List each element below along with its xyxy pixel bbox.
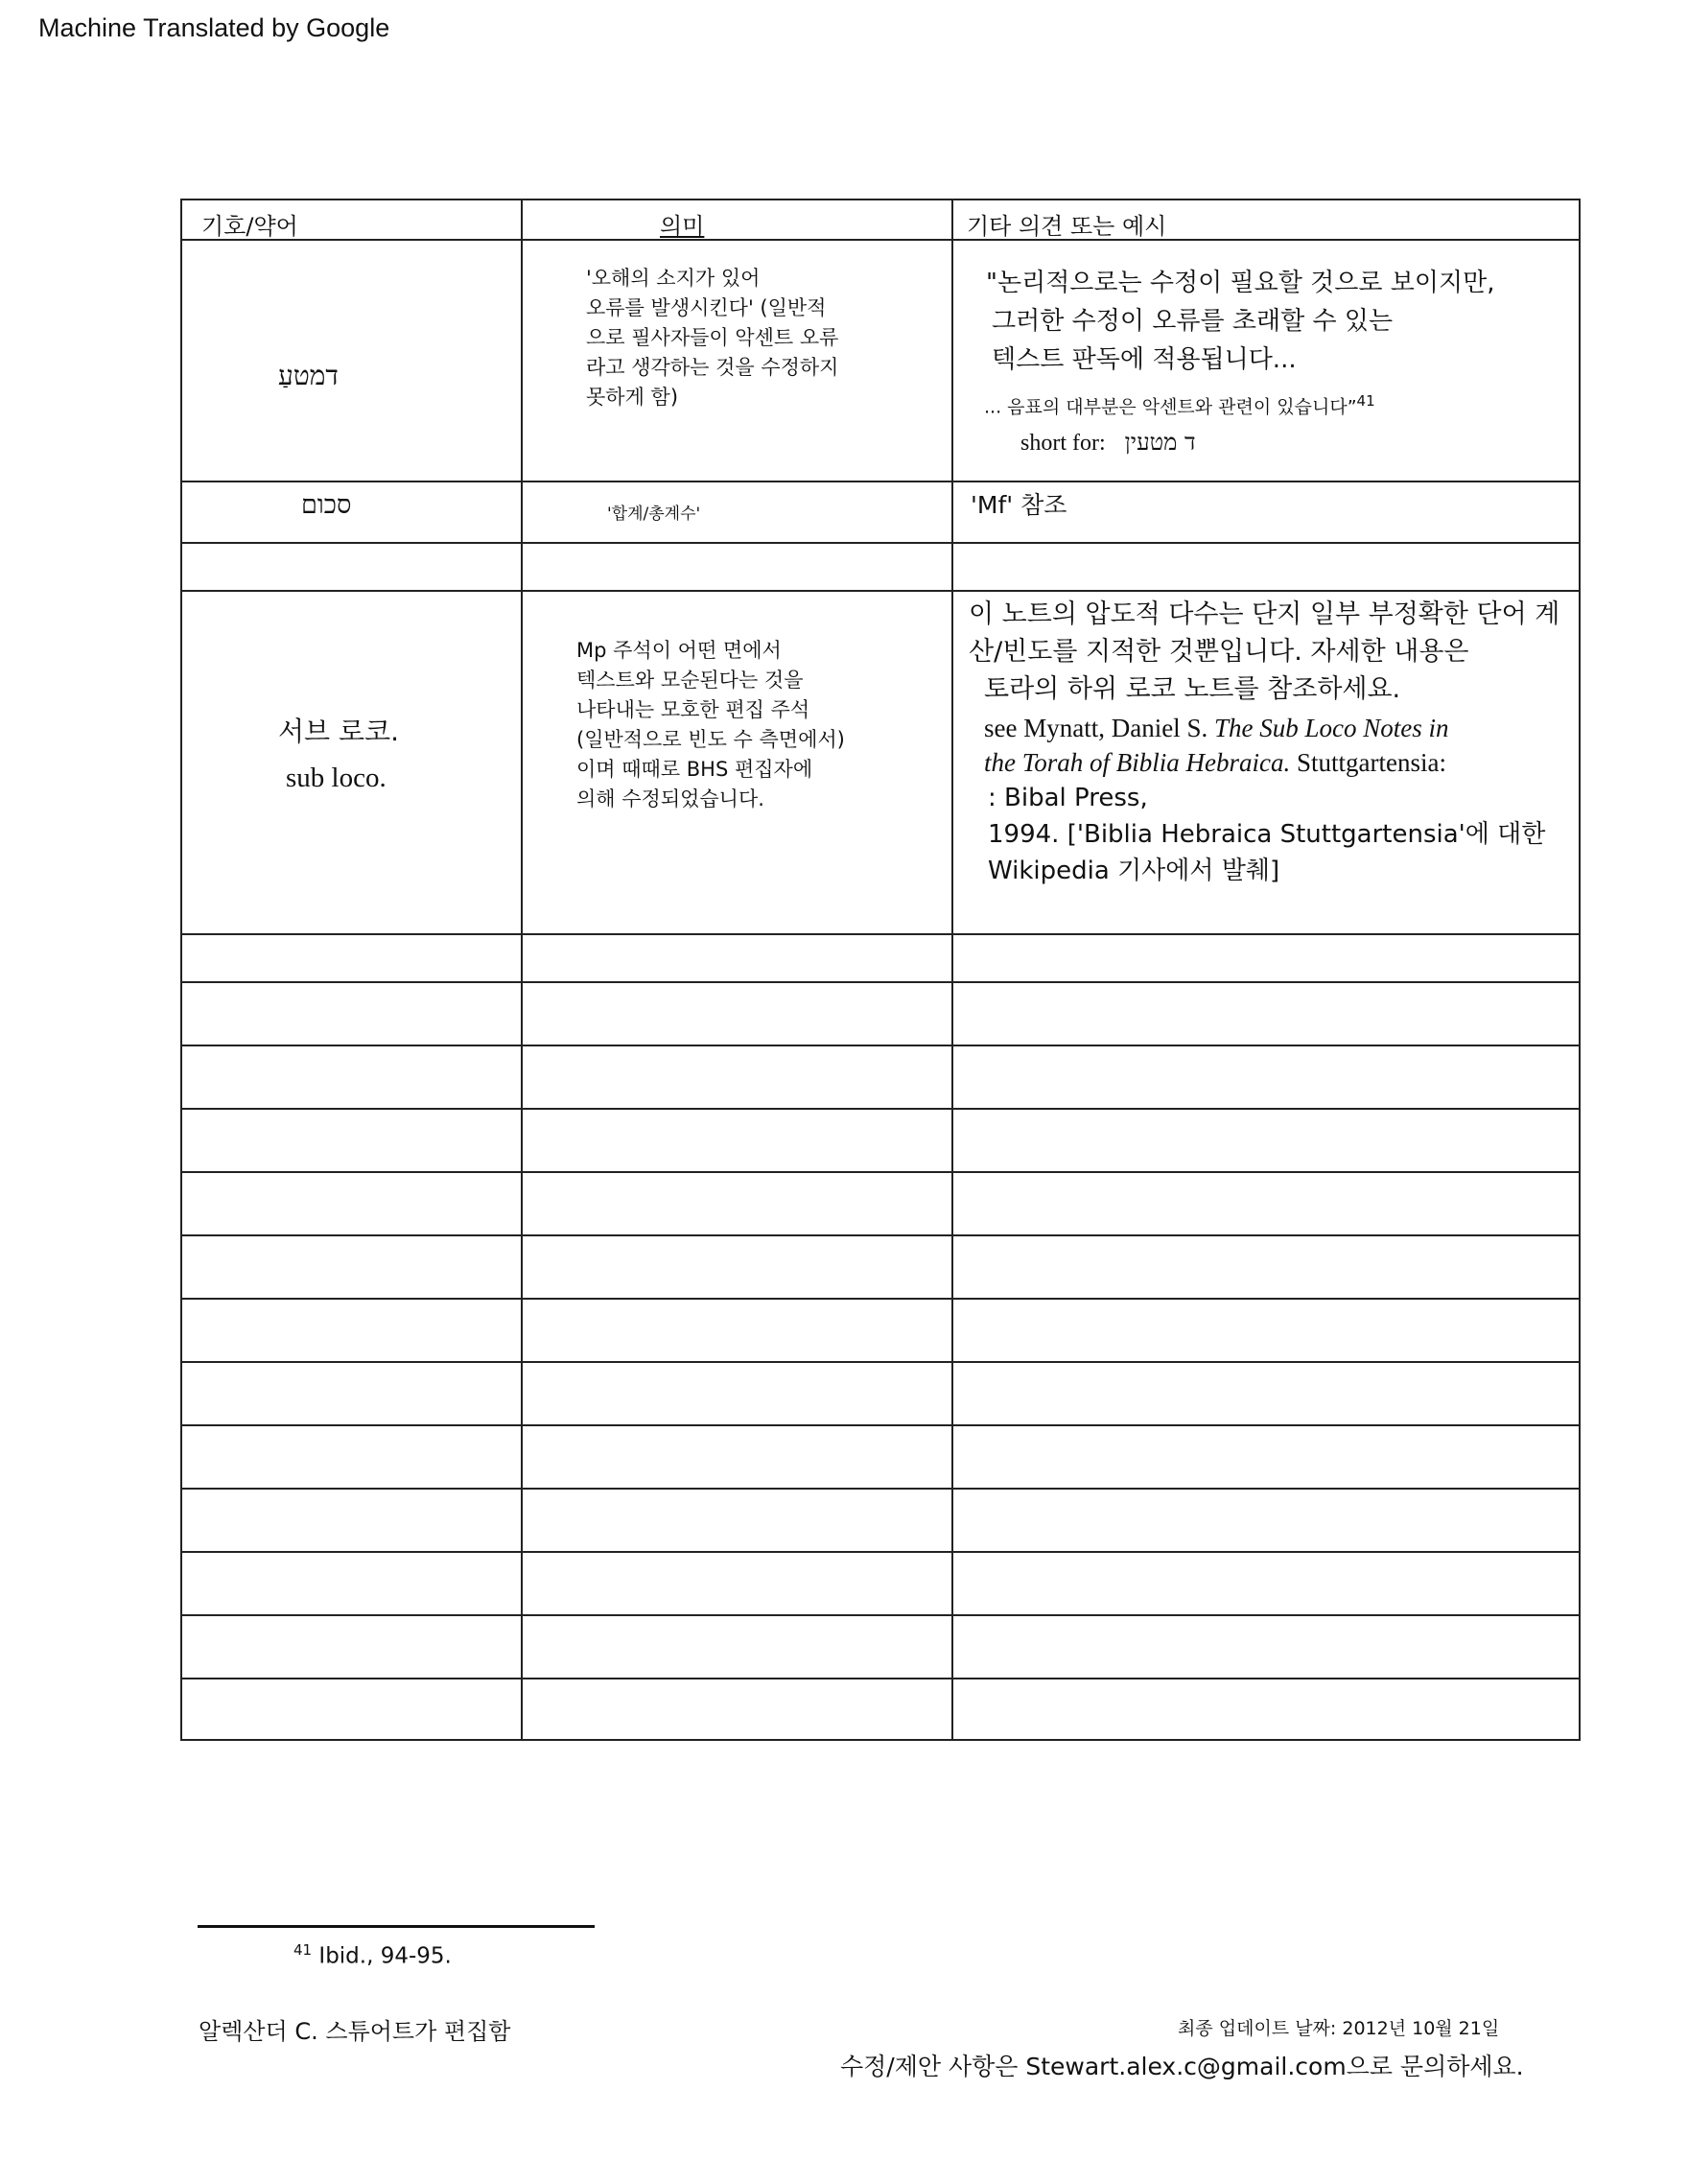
table-row (180, 1614, 1581, 1678)
table-row (180, 1551, 1581, 1614)
reference-citation: see Mynatt, Daniel S. The Sub Loco Notes in the Torah of Biblia Hebraica. Stuttgartensia: (984, 714, 1449, 777)
machine-translation-banner: Machine Translated by Google (38, 13, 390, 42)
last-updated: 최종 업데이트 날짜: 2012년 10월 21일 (1178, 2018, 1500, 2039)
meaning-text: '합계/총계수' (607, 505, 701, 524)
symbol-dmta: דמטעַ (278, 360, 339, 391)
table-row (180, 1108, 1581, 1171)
contact-info: 수정/제안 사항은 Stewart.alex.c@gmail.com으로 문의하세요. (840, 2053, 1524, 2080)
footnote-ref: 41 (1356, 392, 1375, 410)
table-row (180, 1234, 1581, 1298)
comment-text: 이 노트의 압도적 다수는 단지 일부 부정확한 단어 계 산/빈도를 지적한 것뿐입니다. 자세한 내용은 토라의 하위 로코 노트를 참조하세요. (969, 599, 1560, 704)
table-row (180, 239, 1581, 481)
table-row (180, 1298, 1581, 1361)
comment-text: 'Mf' 참조 (971, 491, 1067, 519)
footnote-divider (198, 1925, 595, 1928)
symbol-sub-loco-en: sub loco. (286, 763, 387, 793)
table-row (180, 1361, 1581, 1424)
table-row (180, 590, 1581, 933)
short-for: short for: ד מטעין (1020, 429, 1196, 456)
meaning-text: '오해의 소지가 있어 오류를 발생시킨다' (일반적 으로 필사자들이 악센트 오류 라고 생각하는 것을 수정하지 못하게 함) (586, 267, 839, 409)
comment-note: ... 음표의 대부분은 악센트와 관련이 있습니다”$^{41}$ (984, 392, 1375, 418)
table-row (180, 981, 1581, 1045)
abbreviation-table (180, 199, 1581, 1741)
editor-credit: 알렉산더 C. 스튜어트가 편집함 (199, 2018, 511, 2045)
table-row (180, 481, 1581, 542)
table-row (180, 1045, 1581, 1108)
symbol-sub-loco-ko: 서브 로코. (278, 716, 399, 747)
comment-quote: "논리적으로는 수정이 필요할 것으로 보이지만, 그러한 수정이 오류를 초래할 수 있는 텍스트 판독에 적용됩니다... (986, 269, 1495, 374)
footnote-number: 41 (293, 1941, 313, 1959)
header-comments: 기타 의견 또는 예시 (967, 213, 1167, 239)
table-row (180, 1488, 1581, 1551)
table-header-row (180, 199, 1581, 239)
table-row (180, 1424, 1581, 1488)
reference-source: : Bibal Press, 1994. ['Biblia Hebraica Stuttgartensia'에 대한 Wikipedia 기사에서 발췌] (988, 784, 1546, 885)
footnote-text: Ibid., 94-95. (318, 1943, 452, 1969)
meaning-text: Mp 주석이 어떤 면에서 텍스트와 모순된다는 것을 나타내는 모호한 편집 주석 (일반적으로 빈도 수 측면에서) 이며 때때로 BHS 편집자에 의해 수정되었습니다. (576, 639, 845, 810)
table-row (180, 542, 1581, 590)
table-row (180, 933, 1581, 981)
symbol-skum: סכום (301, 490, 352, 520)
table-row (180, 1678, 1581, 1741)
header-symbol: 기호/약어 (201, 213, 298, 239)
header-meaning: 의미 (660, 213, 705, 239)
table-row (180, 1171, 1581, 1234)
footnote (293, 1941, 452, 1969)
